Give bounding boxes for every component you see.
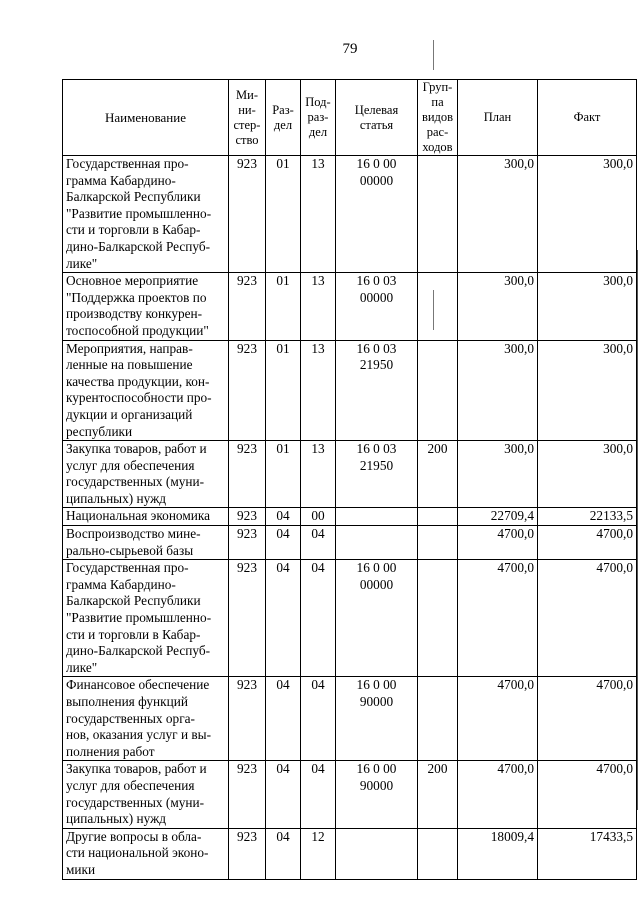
scan-artifact-line-top	[433, 40, 434, 70]
cell-plan: 18009,4	[458, 828, 538, 879]
cell-name-line: Закупка товаров, работ и	[66, 441, 207, 457]
cell-plan: 4700,0	[458, 677, 538, 761]
cell-plan: 4700,0	[458, 761, 538, 828]
cell-name-line: сти и торговли в Кабар-	[66, 222, 201, 238]
cell-name-line: курентоспособности про-	[66, 390, 212, 406]
cell-name-line: рально-сырьевой базы	[66, 542, 194, 558]
cell-ministry: 923	[229, 526, 266, 560]
table-row	[63, 441, 637, 508]
cell-subsection: 13	[301, 340, 336, 441]
cell-target	[336, 508, 418, 526]
cell-name-line: мики	[66, 861, 96, 877]
table-row	[63, 156, 637, 273]
cell-expense-group	[418, 156, 458, 273]
cell-name	[63, 508, 229, 526]
cell-name-line: "Развитие промышленно-	[66, 205, 212, 221]
budget-table	[62, 79, 637, 880]
cell-section: 04	[266, 761, 301, 828]
cell-section: 01	[266, 156, 301, 273]
cell-ministry: 923	[229, 560, 266, 677]
cell-section: 04	[266, 526, 301, 560]
cell-ministry: 923	[229, 761, 266, 828]
cell-name	[63, 441, 229, 508]
header-target: Целевая статья	[336, 80, 418, 156]
table-row	[63, 677, 637, 761]
cell-subsection: 00	[301, 508, 336, 526]
cell-fact: 300,0	[538, 273, 637, 340]
cell-name-line: грамма Кабардино-	[66, 576, 176, 592]
cell-subsection: 12	[301, 828, 336, 879]
cell-ministry: 923	[229, 508, 266, 526]
header-section: Раз- дел	[266, 80, 301, 156]
header-subsection: Под- раз- дел	[301, 80, 336, 156]
cell-name	[63, 677, 229, 761]
cell-name-line: качества продукции, кон-	[66, 373, 210, 389]
cell-target: 16 0 03 00000	[336, 273, 418, 340]
cell-target: 16 0 00 00000	[336, 560, 418, 677]
cell-expense-group	[418, 526, 458, 560]
cell-section: 04	[266, 677, 301, 761]
table-row	[63, 761, 637, 828]
cell-name-line: дино-Балкарской Респуб-	[66, 238, 211, 254]
cell-name-line: республики	[66, 423, 133, 439]
cell-name-line: грамма Кабардино-	[66, 172, 176, 188]
cell-fact: 300,0	[538, 156, 637, 273]
cell-ministry: 923	[229, 156, 266, 273]
cell-name-line: услуг для обеспечения	[66, 777, 195, 793]
cell-target: 16 0 00 90000	[336, 677, 418, 761]
cell-name	[63, 560, 229, 677]
cell-plan: 300,0	[458, 156, 538, 273]
cell-ministry: 923	[229, 677, 266, 761]
cell-name-line: Балкарской Республики	[66, 189, 201, 205]
table-row	[63, 526, 637, 560]
cell-fact: 300,0	[538, 441, 637, 508]
cell-name-line: Мероприятия, направ-	[66, 340, 193, 356]
cell-name-line: нов, оказания услуг и вы-	[66, 727, 212, 743]
cell-name	[63, 273, 229, 340]
cell-ministry: 923	[229, 441, 266, 508]
cell-name-line: Другие вопросы в обла-	[66, 828, 202, 844]
cell-name-line: Воспроизводство мине-	[66, 526, 201, 542]
cell-expense-group	[418, 340, 458, 441]
cell-name-line: "Развитие промышленно-	[66, 610, 212, 626]
cell-name	[63, 526, 229, 560]
cell-subsection: 04	[301, 677, 336, 761]
cell-name-line: сти национальной эконо-	[66, 845, 209, 861]
cell-name-line: лике"	[66, 659, 98, 675]
cell-name-line: Национальная экономика	[66, 508, 211, 524]
cell-name-line: сти и торговли в Кабар-	[66, 626, 201, 642]
cell-expense-group: 200	[418, 441, 458, 508]
cell-name	[63, 828, 229, 879]
cell-name-line: государственных (муни-	[66, 474, 205, 490]
cell-name-line: Государственная про-	[66, 560, 189, 576]
cell-name-line: Закупка товаров, работ и	[66, 761, 207, 777]
cell-target: 16 0 00 00000	[336, 156, 418, 273]
cell-name-line: дино-Балкарской Респуб-	[66, 643, 211, 659]
header-fact: Факт	[538, 80, 637, 156]
header-expense-group: Груп- па видов рас- ходов	[418, 80, 458, 156]
cell-subsection: 04	[301, 761, 336, 828]
cell-fact: 300,0	[538, 340, 637, 441]
cell-expense-group	[418, 273, 458, 340]
cell-name	[63, 156, 229, 273]
cell-plan: 300,0	[458, 340, 538, 441]
cell-target: 16 0 03 21950	[336, 340, 418, 441]
cell-plan: 4700,0	[458, 526, 538, 560]
cell-section: 01	[266, 441, 301, 508]
cell-name-line: Финансовое обеспечение	[66, 677, 210, 693]
cell-target	[336, 828, 418, 879]
cell-expense-group	[418, 508, 458, 526]
table-row	[63, 828, 637, 879]
cell-section: 04	[266, 560, 301, 677]
cell-ministry: 923	[229, 273, 266, 340]
cell-expense-group: 200	[418, 761, 458, 828]
table-row	[63, 560, 637, 677]
cell-fact: 4700,0	[538, 677, 637, 761]
cell-plan: 22709,4	[458, 508, 538, 526]
cell-ministry: 923	[229, 828, 266, 879]
cell-subsection: 04	[301, 560, 336, 677]
cell-section: 04	[266, 508, 301, 526]
table-body	[63, 156, 637, 880]
cell-target: 16 0 00 90000	[336, 761, 418, 828]
cell-fact: 4700,0	[538, 526, 637, 560]
table-row	[63, 273, 637, 340]
cell-section: 04	[266, 828, 301, 879]
cell-name-line: услуг для обеспечения	[66, 457, 195, 473]
cell-expense-group	[418, 828, 458, 879]
cell-ministry: 923	[229, 340, 266, 441]
cell-name-line: государственных (муни-	[66, 794, 205, 810]
cell-plan: 4700,0	[458, 560, 538, 677]
cell-subsection: 04	[301, 526, 336, 560]
cell-section: 01	[266, 340, 301, 441]
cell-name-line: ципальных) нужд	[66, 811, 167, 827]
cell-expense-group	[418, 560, 458, 677]
cell-expense-group	[418, 677, 458, 761]
cell-name-line: Основное мероприятие	[66, 273, 199, 289]
cell-target: 16 0 03 21950	[336, 441, 418, 508]
cell-name-line: "Поддержка проектов по	[66, 289, 207, 305]
cell-fact: 22133,5	[538, 508, 637, 526]
page-number: 79	[342, 41, 358, 57]
cell-name-line: полнения работ	[66, 743, 155, 759]
cell-plan: 300,0	[458, 441, 538, 508]
cell-target	[336, 526, 418, 560]
table-row	[63, 340, 637, 441]
cell-subsection: 13	[301, 441, 336, 508]
cell-name-line: ленные на повышение	[66, 357, 193, 373]
cell-fact: 4700,0	[538, 761, 637, 828]
cell-plan: 300,0	[458, 273, 538, 340]
cell-name-line: ципальных) нужд	[66, 490, 167, 506]
cell-name-line: выполнения функций	[66, 694, 188, 709]
cell-name	[63, 340, 229, 441]
cell-subsection: 13	[301, 273, 336, 340]
cell-name-line: тоспособной продукции"	[66, 322, 209, 338]
table-row	[63, 508, 637, 526]
cell-name-line: производству конкурен-	[66, 306, 203, 322]
cell-name	[63, 761, 229, 828]
cell-name-line: государственных орга-	[66, 710, 195, 726]
cell-name-line: дукции и организаций	[66, 406, 193, 422]
cell-name-line: лике"	[66, 255, 98, 271]
cell-name-line: Балкарской Республики	[66, 593, 201, 609]
cell-subsection: 13	[301, 156, 336, 273]
header-plan: План	[458, 80, 538, 156]
header-name: Наименование	[63, 80, 229, 156]
cell-fact: 17433,5	[538, 828, 637, 879]
cell-name-line: Государственная про-	[66, 156, 189, 171]
cell-section: 01	[266, 273, 301, 340]
header-ministry: Ми- ни- стер- ство	[229, 80, 266, 156]
header-row	[63, 80, 637, 156]
cell-fact: 4700,0	[538, 560, 637, 677]
